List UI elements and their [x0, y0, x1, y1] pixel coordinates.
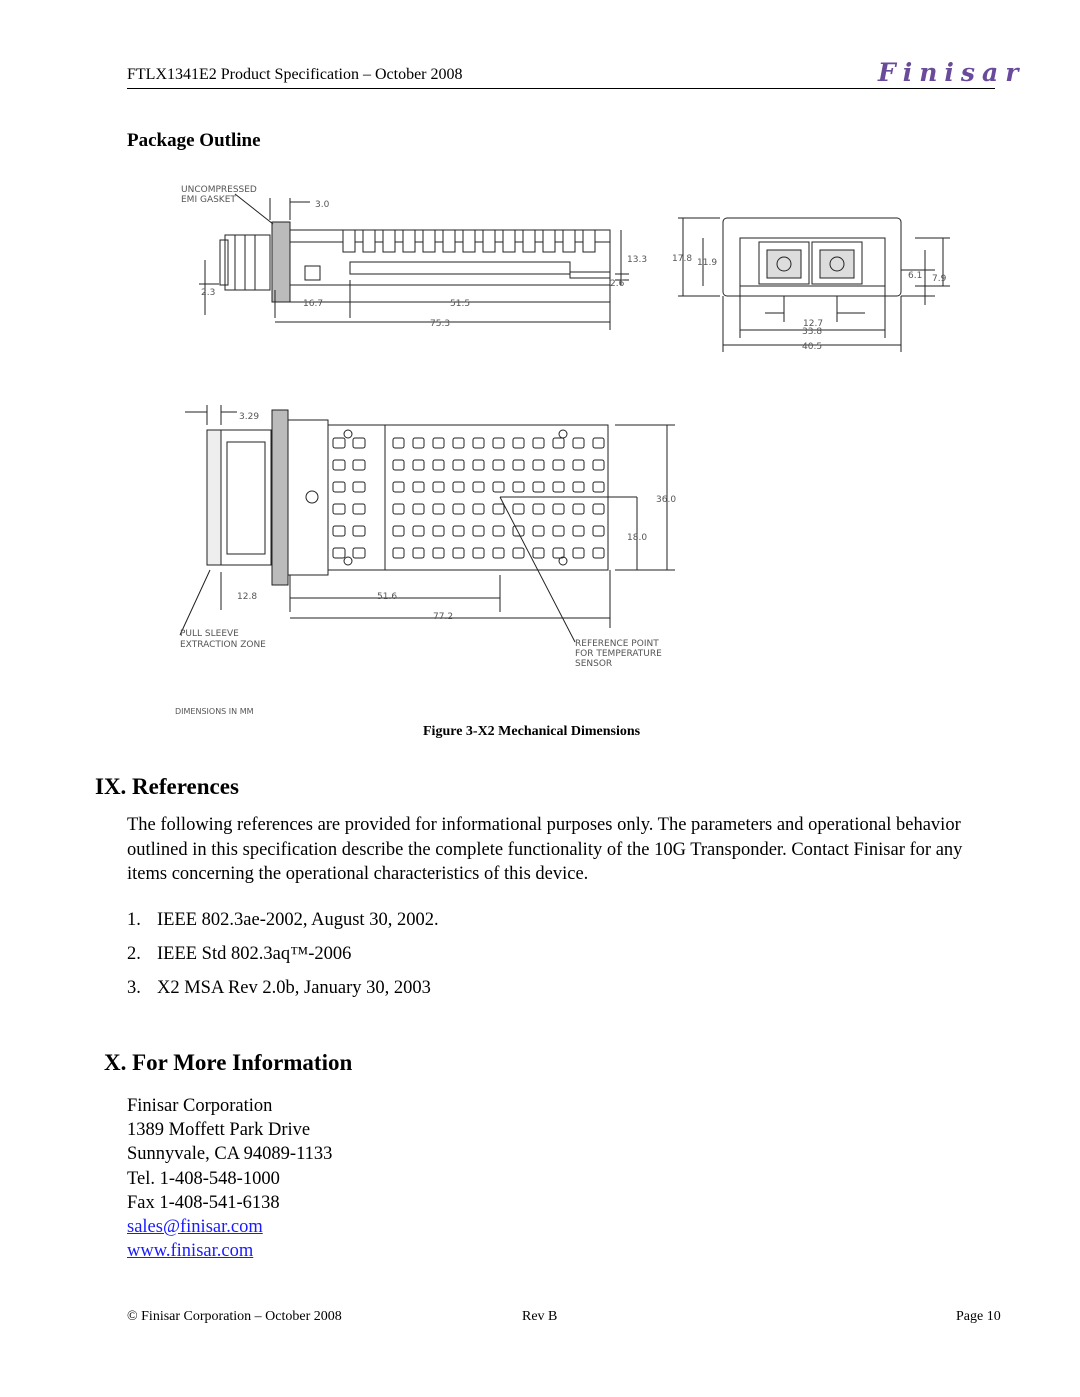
dim-33-8: 33.8: [802, 327, 823, 337]
company-name: Finisar Corporation: [127, 1096, 273, 1116]
dim-16-7: 16.7: [303, 299, 324, 309]
dim-2-6: 2.6: [610, 279, 625, 289]
telephone: Tel. 1-408-548-1000: [127, 1168, 280, 1189]
dim-51-6: 51.6: [377, 592, 398, 602]
dim-40-5: 40.5: [802, 342, 823, 352]
label-uncompressed: UNCOMPRESSED: [181, 185, 257, 195]
top-view: [180, 405, 675, 642]
references-intro: The following references are provided for informational purposes only. The parameters and operational behavior outlined in this specification describe the complete functionality of the 10G Transponder. Contact Finisar for any items concerning the operational characteristics of this device.: [127, 815, 963, 884]
dim-75-3: 75.3: [430, 319, 451, 329]
label-dimensions-in-mm: DIMENSIONS IN MM: [175, 707, 254, 716]
dim-7-9: 7.9: [932, 274, 947, 284]
dim-17-8: 17.8: [672, 254, 693, 264]
list-item: 3. X2 MSA Rev 2.0b, January 30, 2003: [127, 978, 431, 998]
label-emi-gasket: EMI GASKET: [181, 195, 236, 205]
footer-copyright: © Finisar Corporation – October 2008: [127, 1309, 342, 1324]
dim-51-5: 51.5: [450, 299, 471, 309]
dim-36-0: 36.0: [656, 495, 677, 505]
label-for-temperature: FOR TEMPERATURE: [575, 649, 662, 659]
more-info-heading: X. For More Information: [104, 1050, 353, 1075]
contact-block: [127, 1094, 332, 1263]
dim-13-3: 13.3: [627, 255, 648, 265]
list-item: 2. IEEE Std 802.3aq™-2006: [127, 944, 352, 964]
label-sensor: SENSOR: [575, 659, 613, 669]
fax: Fax 1-408-541-6138: [127, 1192, 280, 1213]
dim-2-3: 2.3: [201, 288, 216, 298]
footer-revision: Rev B: [522, 1309, 558, 1324]
footer-page-number: Page 10: [956, 1309, 1001, 1324]
dim-77-2: 77.2: [433, 612, 454, 622]
figure-caption: Figure 3-X2 Mechanical Dimensions: [423, 724, 641, 739]
email-link[interactable]: sales@finisar.com: [127, 1217, 263, 1238]
label-pull-sleeve: PULL SLEEVE: [180, 629, 239, 639]
dim-6-1: 6.1: [908, 271, 923, 281]
label-extraction-zone: EXTRACTION ZONE: [180, 640, 266, 650]
mechanical-drawing: [175, 180, 975, 720]
dim-12-8: 12.8: [237, 592, 258, 602]
references-heading: IX. References: [95, 774, 239, 799]
label-reference-point: REFERENCE POINT: [575, 639, 659, 649]
dim-18-0: 18.0: [627, 533, 648, 543]
side-view: [199, 194, 629, 330]
street-address: 1389 Moffett Park Drive: [127, 1120, 311, 1141]
list-item: 1. IEEE 802.3ae-2002, August 30, 2002.: [127, 910, 439, 930]
header-rule: [127, 88, 995, 89]
dim-11-9: 11.9: [697, 258, 718, 268]
dim-3-0: 3.0: [315, 200, 330, 210]
header-title: FTLX1341E2 Product Specification – October 2008: [127, 66, 463, 83]
references-list: [127, 908, 439, 1010]
dim-3-29: 3.29: [239, 412, 260, 422]
package-outline-heading: Package Outline: [127, 130, 261, 151]
city-address: Sunnyvale, CA 94089-1133: [127, 1144, 333, 1165]
finisar-logo: Finisar: [878, 58, 1026, 87]
dim-12-7: 12.7: [803, 319, 824, 329]
website-link[interactable]: www.finisar.com: [127, 1241, 254, 1262]
